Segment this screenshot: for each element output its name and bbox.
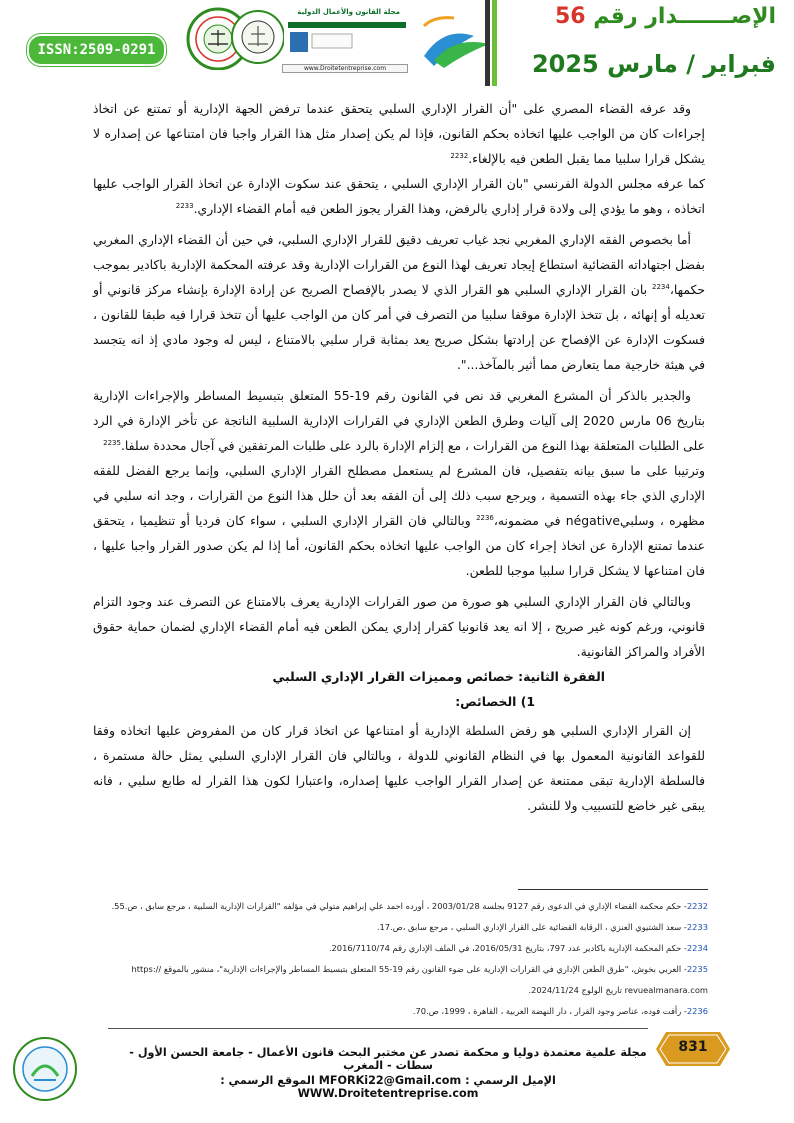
footnote-ref-2236[interactable]: 2236 bbox=[476, 513, 494, 522]
footnotes bbox=[93, 896, 708, 1022]
site-link[interactable]: WWW.Droitetentreprise.com bbox=[297, 1087, 479, 1100]
issn-text: ISSN:2509-0291 bbox=[37, 42, 156, 58]
paragraph-6-text: وبالتالي فان القرار الإداري السلبي هو صورة من صور القرارات الإدارية يعرف بالامتناع عن التصرف عند وجود التزام قانوني، ورغم كونه غير صريح ، إلا انه يعد قانونيا كقرار إداري يمكن الطعن فيه أمام القضاء الإداري لضمان حماية حقوق الأفراد والمراكز القانونية. bbox=[93, 594, 705, 659]
paragraph-4 bbox=[93, 383, 705, 458]
footnote-ref-2234[interactable]: 2234 bbox=[652, 282, 670, 291]
issue-months: فبراير / مارس bbox=[607, 50, 776, 78]
footnote-number[interactable]: 2234 bbox=[686, 943, 708, 953]
footer-journal-description: مجلة علمية معتمدة دوليا و محكمة تصدر عن مختبر البحث قانون الأعمال - جامعة الحسن الأول - سطات - المغرب bbox=[129, 1046, 647, 1072]
paragraph-3-text-a: أما بخصوص الفقه الإداري المغربي نجد غياب تعريف دقيق للقرار الإداري السلبي، في حين أن القضاء الإداري المغربي بفضل اجتهاداته القضائية استطاع إيجاد تعريف لهذا النوع من القرارات الإدارية وقد عرفته المحكمة الإدارية باكادير بموجب حكمها، bbox=[93, 232, 705, 297]
footnote-number[interactable]: 2235 bbox=[686, 964, 708, 974]
paragraph-4-text: والجدير بالذكر أن المشرع المغربي قد نص في القانون رقم 19-55 المتعلق بتبسيط المساطر والإجراءات الإدارية بتاريخ 06 مارس 2020 إلى آليات وطرق الطعن الإداري في القرارات الإدارية السلبية الناتجة عن تأخر الإدارة في الرد على الطلبات المتعلقة بهذا النوع من القرارات ، مع إلزام الإدارة بالرد على طلبات المرتفقين في آجال محددة سلفا. bbox=[93, 388, 706, 453]
paragraph-6 bbox=[93, 589, 705, 664]
footnote-number[interactable]: 2233 bbox=[686, 922, 708, 932]
paragraph-2-text: كما عرفه مجلس الدولة الفرنسي "بان القرار الإداري السلبي ، يتحقق عند سكوت الإدارة عن اتخاذ القرار الواجب عليها اتخاذه ، وهو ما يؤدي إلى ولادة قرار إداري بالرفض، وهذا القرار يجوز الطعن فيه أمام القضاء الإداري. bbox=[93, 176, 705, 216]
footnote-number[interactable]: 2236 bbox=[686, 1006, 708, 1016]
subsection-heading: 1) الخصائص: bbox=[455, 694, 535, 709]
header-website: www.Droitetentreprise.com bbox=[282, 64, 408, 73]
paragraph-3-text-b: بان القرار الإداري السلبي هو القرار الذي لا يصدر بالإفصاح الصريح عن إرادة الإدارة بإنشاء مركز قانوني أو تعديله أو إنهائه ، بل تتخذ الإدارة موقفا سلبيا من التصرف في أمر كان من الواجب عليها أن تتخذ قرارا فيه طبقا للقانون ، فسكوت الإدارة عن الإفصاح عن إرادتها بشكل صريح يعد بمثابة قرار سلبي بالامتناع ، ليس له وجود مادي إذ انه يتجسد في هيئة خارجية مما يتعارض مما أثير بالمآخذ...". bbox=[93, 282, 705, 372]
page-number: 831 bbox=[678, 1039, 708, 1055]
footnote-ref-2235[interactable]: 2235 bbox=[103, 438, 121, 447]
issue-year: 2025 bbox=[531, 50, 599, 78]
issn-badge bbox=[27, 34, 166, 66]
footnote-ref-2233[interactable]: 2233 bbox=[175, 201, 194, 210]
footnote-ref-2232[interactable]: 2232 bbox=[450, 151, 469, 160]
footnote-2236 bbox=[93, 1001, 708, 1022]
header-divider-green bbox=[492, 0, 497, 86]
paragraph-7-text: إن القرار الإداري السلبي هو رفض السلطة الإدارية أو امتناعها عن اتخاذ قرار كان من المفروض عليها اتخاذه وفقا للقواعد القانونية المعمول بها في النظام القانوني للدولة ، وبالتالي فان القرار الإداري السلبي يمثل حالة مستمرة ، فالسلطة الإدارية تبقى ممتنعة عن إصدار القرار الواجب عليها إصداره، واعتبارا لكون هذا القرار له طابع سلبي ، فانه يبقى غير خاضع للتسبيب ولا للنشر. bbox=[93, 723, 705, 813]
issue-number-label bbox=[555, 4, 776, 29]
university-logo bbox=[230, 4, 286, 70]
paragraph-1-text: وقد عرفه القضاء المصري على "أن القرار الإداري السلبي يتحقق عندما ترفض الجهة الإدارية أو تمتنع عن اتخاذ إجراءات كان من الواجب عليها اتخاذه بحكم القانون، فإذا لم يكن إصدار مثل هذا القرار واجبا فان امتناعها عن إصداره لا يشكل قرارا سلبيا مما يقبل الطعن فيه بالإلغاء. bbox=[93, 101, 705, 166]
footnote-number[interactable]: 2232 bbox=[686, 901, 708, 911]
email-link[interactable]: MFORKi22@Gmail.com bbox=[318, 1074, 462, 1087]
paragraph-5-text-b: وبالتالي فان القرار الإداري السلبي ، سواء كان فرديا أو تنظيميا ، يتحقق عندما تمتنع الإدارة عن اتخاذ إجراء كان من الواجب عليها اتخاذه بحكم القانون، أما إذا لم يكن صدور القرار واجبا عليها ، فان امتناعها لا يشكل قرارا سلبيا موجبا للطعن. bbox=[93, 513, 705, 578]
email-label: الإميل الرسمي : bbox=[465, 1074, 556, 1087]
issue-number: 56 bbox=[554, 4, 586, 29]
footnote-text: - سعد الشتيوي العنزي ، الرقابة القضائية على القرار الإداري السلبي ، مرجع سابق ،ص.17. bbox=[376, 922, 687, 932]
footnote-2235 bbox=[93, 959, 708, 1001]
seal-logo bbox=[12, 1036, 78, 1102]
footer-line bbox=[108, 1028, 648, 1029]
paragraph-3 bbox=[93, 227, 705, 377]
footnote-text: - حكم المحكمة الإدارية باكادير عدد 797، بتاريخ 2016/05/31، في الملف الإداري رقم 2016/7110/74. bbox=[328, 943, 687, 953]
section-heading: الفقرة الثانية: خصائص ومميزات القرار الإداري السلبي bbox=[272, 669, 605, 684]
footnote-2232 bbox=[93, 896, 708, 917]
issue-label: الإصـــــــدار رقم bbox=[593, 4, 776, 29]
paragraph-2 bbox=[93, 171, 705, 221]
article-body bbox=[93, 96, 705, 818]
paragraph-7 bbox=[93, 718, 705, 818]
site-label: الموقع الرسمي : bbox=[220, 1074, 315, 1087]
paragraph-1 bbox=[93, 96, 705, 171]
paragraph-5 bbox=[93, 458, 705, 583]
footnote-text: - العربي بخوش، "طرق الطعن الإداري في القرارات الإدارية على ضوء القانون رقم 19-55 المتعلق بتبسيط المساطر والإجراءات الإدارية"، منشور بالموقع https:// revuealmanara.com تاريخ الولوج 2024/11/24. bbox=[131, 964, 708, 995]
footnote-2233 bbox=[93, 917, 708, 938]
footnote-text: - رأفت فوده، عناصر وجود القرار ، دار النهضة العربية ، القاهرة ، 1999، ص.70. bbox=[412, 1006, 687, 1016]
journal-name: مجلة القانون والأعمال الدولية bbox=[297, 8, 400, 16]
footnote-2234 bbox=[93, 938, 708, 959]
footnote-text: - حكم محكمة القضاء الإداري في الدعوى رقم 9127 بجلسة 2003/01/28 ، أورده احمد علي إبراهيم متولي في مؤلفه "القرارات الإدارية السلبية ، مرجع سابق ، ص.55. bbox=[111, 901, 687, 911]
header-divider-dark bbox=[485, 0, 490, 86]
footnote-separator bbox=[518, 889, 708, 890]
issue-date bbox=[532, 50, 776, 78]
footer-contact bbox=[128, 1074, 648, 1100]
paragraph-5-text-a: وترتيبا على ما سبق بيانه بتفصيل، فان المشرع لم يستعمل مصطلح القرار الإداري السلبي، وإنما يرجع الفضل للفقه الإداري الذي جاء بهذه التسمية ، ويرجع سبب ذلك إلى أن الفقه بعد أن حلل هذا النوع من القرارات ، وجد انه سلبي في مظهره ، وسلبيnégative في مضمونه، bbox=[93, 463, 705, 528]
